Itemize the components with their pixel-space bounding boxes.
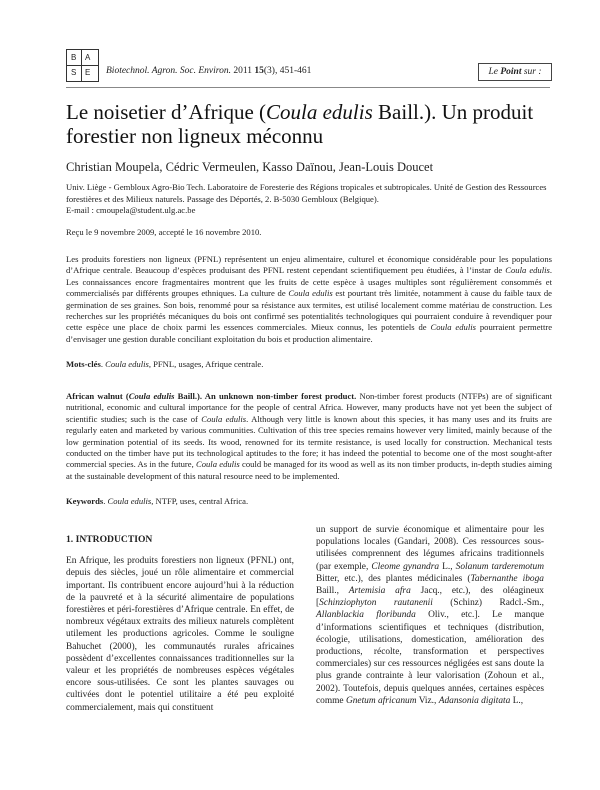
abstract-fr-t4: pourraient permettre d’envisager une gestion durable conciliant exploitation du bois et production alimentaire. (66, 322, 553, 344)
title-part1: Le noisetier d’Afrique ( (66, 100, 267, 124)
abstract-fr-t3: est pourtant très limitée, notamment à cause du faible taux de germination de ses graines. Son bois, renommé pour sa résistance aux termites, est utilisé localement comme matériau de construction. Les recherches sur les propriétés mécaniques du bois ont confirmé ses potentialités technologiques qui pourraient conduire à revendiquer pour cette espèce une place de choix parmi les essences commerciales. Mieux connus, les potentiels de (66, 288, 552, 333)
keywords-en-rest: , NTFP, uses, central Africa. (151, 496, 249, 506)
received-date: Reçu le 9 novembre 2009, accepté le 16 novembre 2010. (66, 227, 262, 237)
keywords-fr (66, 359, 263, 369)
keywords-en (66, 496, 248, 506)
abstract-en-title-a: African walnut ( (66, 391, 129, 401)
intro-paragraph-right (316, 524, 544, 707)
intro-sp2: Solanum tarderemotum (455, 561, 544, 572)
abstract-en-title-species: Coula edulis (128, 391, 175, 401)
intro-right-c: Bitter, etc.), des plantes médicinales ( (316, 573, 471, 584)
intro-sp3: Tabernanthe iboga (470, 573, 544, 584)
keywords-fr-rest: , PFNL, usages, Afrique centrale. (148, 359, 264, 369)
abstract-en-title-b: Baill.). An unknown non-timber forest product. (174, 391, 357, 401)
intro-right-h: Viz., (416, 695, 439, 706)
keywords-fr-species: Coula edulis (105, 359, 149, 369)
affiliation (66, 182, 552, 217)
intro-sp5: Schinziophyton rautanenii (319, 598, 433, 609)
abstract-fr-t1: Les produits forestiers non ligneux (PFNL) représentent un enjeu alimentaire, culturel et économique considérable pour les populations d’Afrique centrale. Beaucoup d’espèces produisant des PFNL restent cependant scientifiquement peu étudiées, à l’instar de (66, 254, 552, 276)
logo-divider-h (67, 65, 98, 66)
abstract-en-title (66, 391, 356, 401)
intro-right-b: L., (439, 561, 456, 572)
abstract-fr-s3: Coula edulis (430, 322, 476, 333)
keywords-en-species: Coula edulis (107, 496, 152, 506)
intro-right-e: Jacq., etc.), des oléagineux [ (316, 586, 544, 609)
journal-issue: (3), 451-461 (263, 66, 312, 76)
section-heading-introduction: 1. INTRODUCTION (66, 534, 153, 545)
journal-logo (66, 49, 99, 82)
section-label-box (478, 63, 552, 81)
logo-letter-s: S (71, 68, 77, 77)
journal-volume: 15 (254, 66, 264, 76)
point-label-a: Le (488, 67, 501, 77)
logo-letter-e: E (85, 68, 91, 77)
abstract-en-s1: Coula edulis (201, 413, 247, 424)
abstract-en-t3: could be managed for its wood as well as its non timber products, in-depth studies aiming at the sustainable development of this natural resource need to be implemented. (66, 459, 553, 481)
intro-sp7: Gnetum africanum (345, 695, 417, 706)
affiliation-text: Univ. Liège - Gembloux Agro-Bio Tech. Laboratoire de Foresterie des Régions tropicales et subtropicales. Unité de Gestion des Ressources forestières et des Milieux naturels. Passage des Déportés, 2. B-5030 Gembloux (Belgique). (66, 182, 547, 204)
journal-citation (106, 66, 311, 76)
intro-right-i: L., (510, 695, 524, 706)
body-column-right (316, 524, 544, 707)
abstract-en-s2: Coula edulis (195, 459, 240, 470)
journal-name: Biotechnol. Agron. Soc. Environ. (106, 66, 231, 76)
intro-right-f: (Schinz) Radcl.-Sm., (432, 598, 544, 609)
keywords-fr-label: Mots-clés (66, 359, 101, 369)
journal-year: 2011 (233, 66, 253, 76)
intro-sp8: Adansonia digitata (438, 695, 511, 706)
intro-right-g: Oliv., etc.]. Le manque d’informations scientifiques et techniques (distribution, écologie, utilisations, domestication, amélioration des productions, récolte, transformation et perspectives commerciales) sur ces ressources négligées est sans doute la plus grande contrainte à leur valorisation (Zohoun et al., 2002). Toutefois, depuis quelques années, certaines espèces comme (316, 610, 545, 706)
abstract-fr (66, 254, 552, 345)
point-label-b: Point (500, 67, 522, 77)
abstract-fr-t2: . Les connaissances encore fragmentaires montrent que les fruits de cette espèce à usages multiples sont régulièrement consommés et commercialisés par différents groupes ethniques. La culture de (66, 265, 552, 299)
abstract-fr-s1: Coula edulis (505, 265, 550, 276)
authors: Christian Moupela, Cédric Vermeulen, Kasso Daïnou, Jean-Louis Doucet (66, 160, 434, 174)
affiliation-email: E-mail : cmoupela@student.ulg.ac.be (66, 205, 196, 215)
abstract-en-t1: Non-timber forest products (NTFPs) are of significant nutritional, economic and cultural importance for the people of central Africa. However, many products have not yet been the subject of scientific studies; such is the case of (66, 391, 552, 424)
logo-letter-b: B (71, 53, 77, 62)
logo-letter-a: A (85, 53, 91, 62)
keywords-fr-sep: . (100, 359, 106, 369)
intro-sp4: Artemisia afra (348, 586, 411, 597)
title-part2: Baill.). Un produit forestier non ligneux méconnu (66, 100, 534, 148)
intro-sp1: Cleome gynandra (371, 561, 440, 572)
intro-right-a: un support de survie économique et alimentaire pour les populations locales (Gandari, 2008). Ces ressources sous-utilisées comprennent des légumes africains traditionnels (par exemple, (316, 525, 544, 572)
intro-paragraph-left: En Afrique, les produits forestiers non ligneux (PFNL) ont, depuis des siècles, joué un rôle alimentaire et commercial important. Ils contribuent encore aujourd’hui à la réduction de la pauvreté et à la sécurité alimentaire de populations forestières et péri-forestières d’Afrique centrale. En effet, de nombreux végétaux extraits des milieux naturels complètent utilement les productions agricoles. Comme le souligne Bahuchet (2000), les communautés rurales africaines possèdent d’excellentes connaissances traditionnelles sur la valeur et les propriétés de nombreuses espèces végétales encore sous-utilisées. Ce sont les plantes sauvages ou cultivées dont le potentiel utilitaire a été peu exploité commercialement, mais qui constituent (66, 556, 294, 713)
abstract-en-t2: . Although very little is known about this species, it has many uses and its fruits are regularly eaten and marketed by various communities. Cultivation of this tree species remains however very limited, mainly because of the low germination potential of its seeds. Its wood, renowned for its termite resistance, is used locally for construction. Mechanical tests conducted on the timber have put its technological aptitudes to the fore; it has indeed the potential to become one of the most sought-after commercial species. As in the future, (66, 413, 552, 470)
keywords-en-label: Keywords (66, 496, 104, 506)
abstract-fr-s2: Coula edulis (288, 288, 333, 299)
title-species: Coula edulis (266, 100, 373, 124)
header-rule (66, 87, 550, 88)
point-label-c: sur : (521, 67, 542, 77)
intro-right-d: Baill., (316, 586, 349, 597)
article-title (66, 100, 550, 148)
abstract-en (66, 391, 552, 482)
keywords-en-sep: . (103, 496, 108, 506)
body-column-left (66, 534, 294, 714)
intro-sp6: Allanblackia floribunda (316, 610, 416, 621)
